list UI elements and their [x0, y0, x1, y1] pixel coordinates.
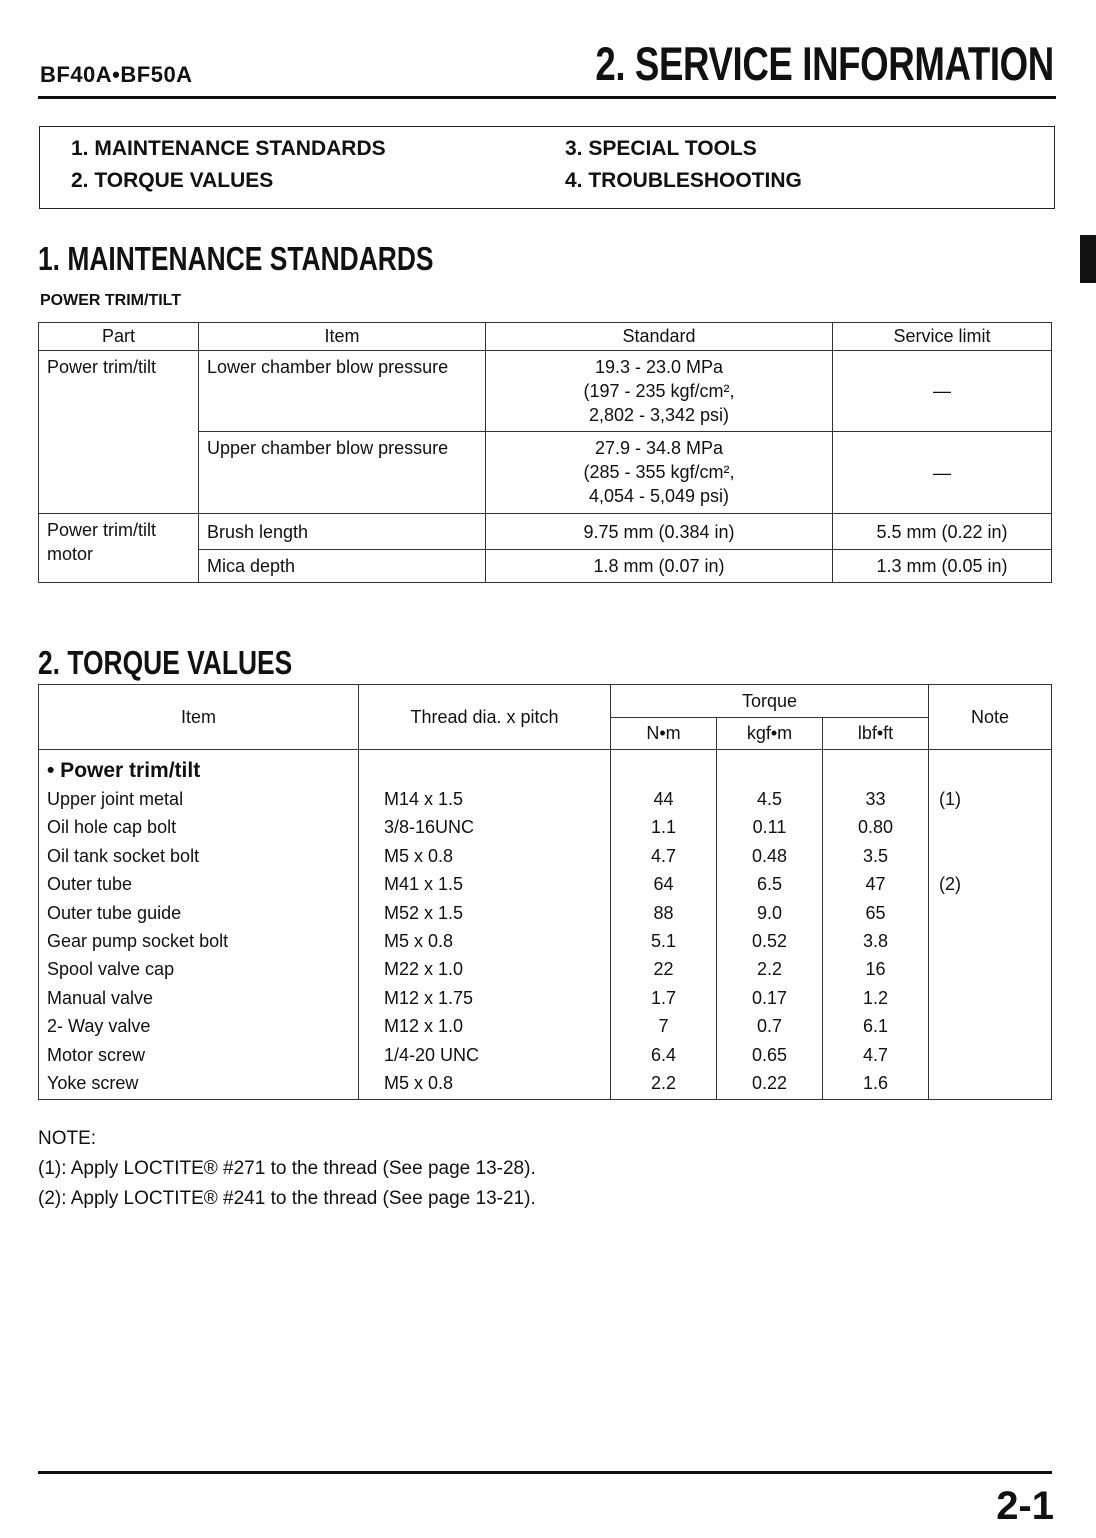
limit-cell: 1.3 mm (0.05 in) — [833, 550, 1052, 583]
column-header: lbf•ft — [823, 718, 929, 750]
torque-lbfft-cell: 1.6 — [863, 1072, 889, 1093]
kgfm-column — [717, 750, 823, 1100]
notes-block — [38, 1124, 536, 1214]
standard-line: (285 - 355 kgf/cm², — [583, 462, 735, 482]
torque-lbfft-cell: 33 — [865, 789, 886, 809]
model-label: BF40A•BF50A — [40, 62, 193, 87]
column-header: kgf•m — [717, 718, 823, 750]
torque-kgfm-cell: 0.52 — [751, 930, 788, 951]
part-cell: Power trim/tilt — [39, 351, 199, 514]
torque-kgfm-cell: 0.7 — [756, 1016, 783, 1037]
standard-cell: 1.8 mm (0.07 in) — [486, 550, 833, 583]
note-line: (1): Apply LOCTITE® #271 to the thread (See page 13-28). — [38, 1158, 536, 1179]
standard-cell: 9.75 mm (0.384 in) — [486, 514, 833, 550]
lbfft-column — [823, 750, 929, 1100]
column-header: Service limit — [833, 323, 1052, 351]
subsection-title: POWER TRIM/TILT — [40, 292, 182, 309]
torque-lbfft-cell: 3.8 — [863, 930, 889, 951]
torque-lbfft-cell: 0.80 — [857, 817, 894, 838]
maintenance-standards-table — [38, 322, 1052, 583]
footer-rule — [38, 1471, 1052, 1474]
torque-values-table — [38, 684, 1052, 1100]
torque-thread-cell: M12 x 1.75 — [384, 987, 474, 1008]
group-heading: • Power trim/tilt — [47, 759, 201, 782]
notes-label: NOTE: — [38, 1128, 97, 1149]
torque-item-cell: Motor screw — [47, 1044, 146, 1065]
torque-item-cell: Outer tube — [47, 874, 133, 895]
limit-cell: — — [833, 351, 1052, 432]
torque-lbfft-cell: 3.5 — [863, 845, 889, 866]
header-rule — [38, 96, 1056, 99]
torque-lbfft-cell: 65 — [865, 902, 886, 923]
torque-lbfft-cell: 6.1 — [863, 1016, 889, 1037]
torque-kgfm-cell: 2.2 — [756, 959, 783, 980]
column-header: Torque — [611, 685, 929, 718]
torque-note-cell — [939, 1069, 1043, 1097]
torque-note-cell — [939, 1041, 1043, 1069]
item-cell: Lower chamber blow pressure — [199, 351, 486, 432]
torque-thread-cell: M12 x 1.0 — [384, 1016, 464, 1037]
torque-thread-cell: 3/8-16UNC — [384, 817, 475, 838]
table-row — [39, 514, 1052, 550]
torque-item-cell: Upper joint metal — [47, 789, 184, 809]
torque-nm-cell: 5.1 — [650, 930, 677, 951]
chapter-thumb-tab — [1080, 235, 1096, 283]
part-cell: Power trim/tilt motor — [39, 514, 199, 583]
table-header-row — [39, 685, 1052, 718]
torque-nm-cell: 1.7 — [650, 987, 677, 1008]
torque-kgfm-cell: 9.0 — [756, 902, 783, 923]
torque-nm-cell: 4.7 — [650, 845, 677, 866]
torque-item-cell: Outer tube guide — [47, 902, 182, 923]
torque-thread-cell: M52 x 1.5 — [384, 902, 464, 923]
thread-column — [359, 750, 611, 1100]
column-header: N•m — [611, 718, 717, 750]
torque-note-cell — [939, 927, 1043, 955]
torque-kgfm-cell: 0.65 — [751, 1044, 788, 1065]
column-header: Note — [929, 685, 1052, 750]
torque-note-cell — [939, 955, 1043, 983]
note-column — [929, 750, 1052, 1100]
standard-line: (197 - 235 kgf/cm², — [583, 381, 735, 401]
torque-thread-cell: M5 x 0.8 — [384, 1072, 454, 1093]
torque-item-cell: Gear pump socket bolt — [47, 930, 229, 951]
torque-note-cell: (1) — [939, 789, 962, 809]
torque-note-cell — [939, 899, 1043, 927]
toc-item[interactable]: 1. MAINTENANCE STANDARDS — [71, 137, 386, 160]
torque-note-cell — [939, 813, 1043, 841]
item-cell: Upper chamber blow pressure — [199, 432, 486, 514]
torque-item-cell: 2- Way valve — [47, 1016, 151, 1037]
column-header: Item — [199, 323, 486, 351]
limit-cell: 5.5 mm (0.22 in) — [833, 514, 1052, 550]
standard-cell — [486, 432, 833, 514]
torque-nm-cell: 7 — [658, 1016, 669, 1037]
torque-lbfft-cell: 1.2 — [863, 987, 889, 1008]
note-line: (2): Apply LOCTITE® #241 to the thread (See page 13-21). — [38, 1188, 536, 1209]
torque-kgfm-cell: 0.11 — [752, 817, 787, 838]
torque-nm-cell: 6.4 — [650, 1044, 677, 1065]
standard-line: 4,054 - 5,049 psi) — [588, 486, 730, 506]
column-header: Thread dia. x pitch — [359, 685, 611, 750]
torque-lbfft-cell: 4.7 — [863, 1044, 889, 1065]
chapter-title: 2. SERVICE INFORMATION — [595, 37, 1054, 90]
torque-note-cell: (2) — [939, 874, 962, 895]
torque-thread-cell: M41 x 1.5 — [384, 874, 464, 895]
nm-column — [611, 750, 717, 1100]
column-header: Part — [39, 323, 199, 351]
contents-box — [39, 126, 1055, 209]
torque-note-cell — [939, 842, 1043, 870]
torque-item-cell: Oil tank socket bolt — [47, 845, 200, 866]
torque-nm-cell: 1.1 — [650, 817, 677, 838]
torque-nm-cell: 88 — [653, 902, 674, 923]
standard-line: 27.9 - 34.8 MPa — [594, 438, 724, 458]
item-cell: Mica depth — [199, 550, 486, 583]
torque-note-cell — [939, 984, 1043, 1012]
column-header: Standard — [486, 323, 833, 351]
limit-cell: — — [833, 432, 1052, 514]
torque-nm-cell: 64 — [653, 874, 674, 895]
section-title: 1. MAINTENANCE STANDARDS — [38, 240, 434, 277]
item-cell: Brush length — [199, 514, 486, 550]
torque-nm-cell: 2.2 — [650, 1072, 677, 1093]
torque-kgfm-cell: 6.5 — [756, 874, 783, 895]
torque-kgfm-cell: 0.48 — [751, 845, 788, 866]
torque-nm-cell: 22 — [653, 959, 674, 980]
standard-cell — [486, 351, 833, 432]
torque-note-cell — [939, 1012, 1043, 1040]
torque-kgfm-cell: 4.5 — [756, 789, 783, 809]
torque-kgfm-cell: 0.17 — [751, 987, 788, 1008]
toc-item[interactable]: 2. TORQUE VALUES — [71, 169, 274, 192]
toc-item[interactable]: 3. SPECIAL TOOLS — [565, 137, 757, 160]
torque-item-cell: Oil hole cap bolt — [47, 817, 177, 838]
torque-thread-cell: M14 x 1.5 — [384, 789, 464, 809]
torque-item-cell: Manual valve — [47, 987, 154, 1008]
standard-line: 2,802 - 3,342 psi) — [588, 405, 730, 425]
column-header: Item — [39, 685, 359, 750]
toc-item[interactable]: 4. TROUBLESHOOTING — [565, 169, 802, 192]
torque-kgfm-cell: 0.22 — [751, 1072, 788, 1093]
torque-item-cell: Spool valve cap — [47, 959, 175, 980]
torque-nm-cell: 44 — [653, 789, 674, 809]
torque-item-cell: Yoke screw — [47, 1072, 139, 1093]
torque-thread-cell: M5 x 0.8 — [384, 845, 454, 866]
torque-thread-cell: 1/4-20 UNC — [384, 1044, 480, 1065]
table-body — [39, 750, 1052, 1100]
item-column — [39, 750, 359, 1100]
standard-line: 19.3 - 23.0 MPa — [594, 357, 724, 377]
table-row — [39, 351, 1052, 432]
page-number: 2-1 — [996, 1484, 1054, 1528]
torque-lbfft-cell: 16 — [865, 959, 886, 980]
torque-lbfft-cell: 47 — [865, 874, 886, 895]
table-header-row — [39, 323, 1052, 351]
torque-thread-cell: M5 x 0.8 — [384, 930, 454, 951]
torque-thread-cell: M22 x 1.0 — [384, 959, 464, 980]
section-title: 2. TORQUE VALUES — [38, 644, 293, 681]
